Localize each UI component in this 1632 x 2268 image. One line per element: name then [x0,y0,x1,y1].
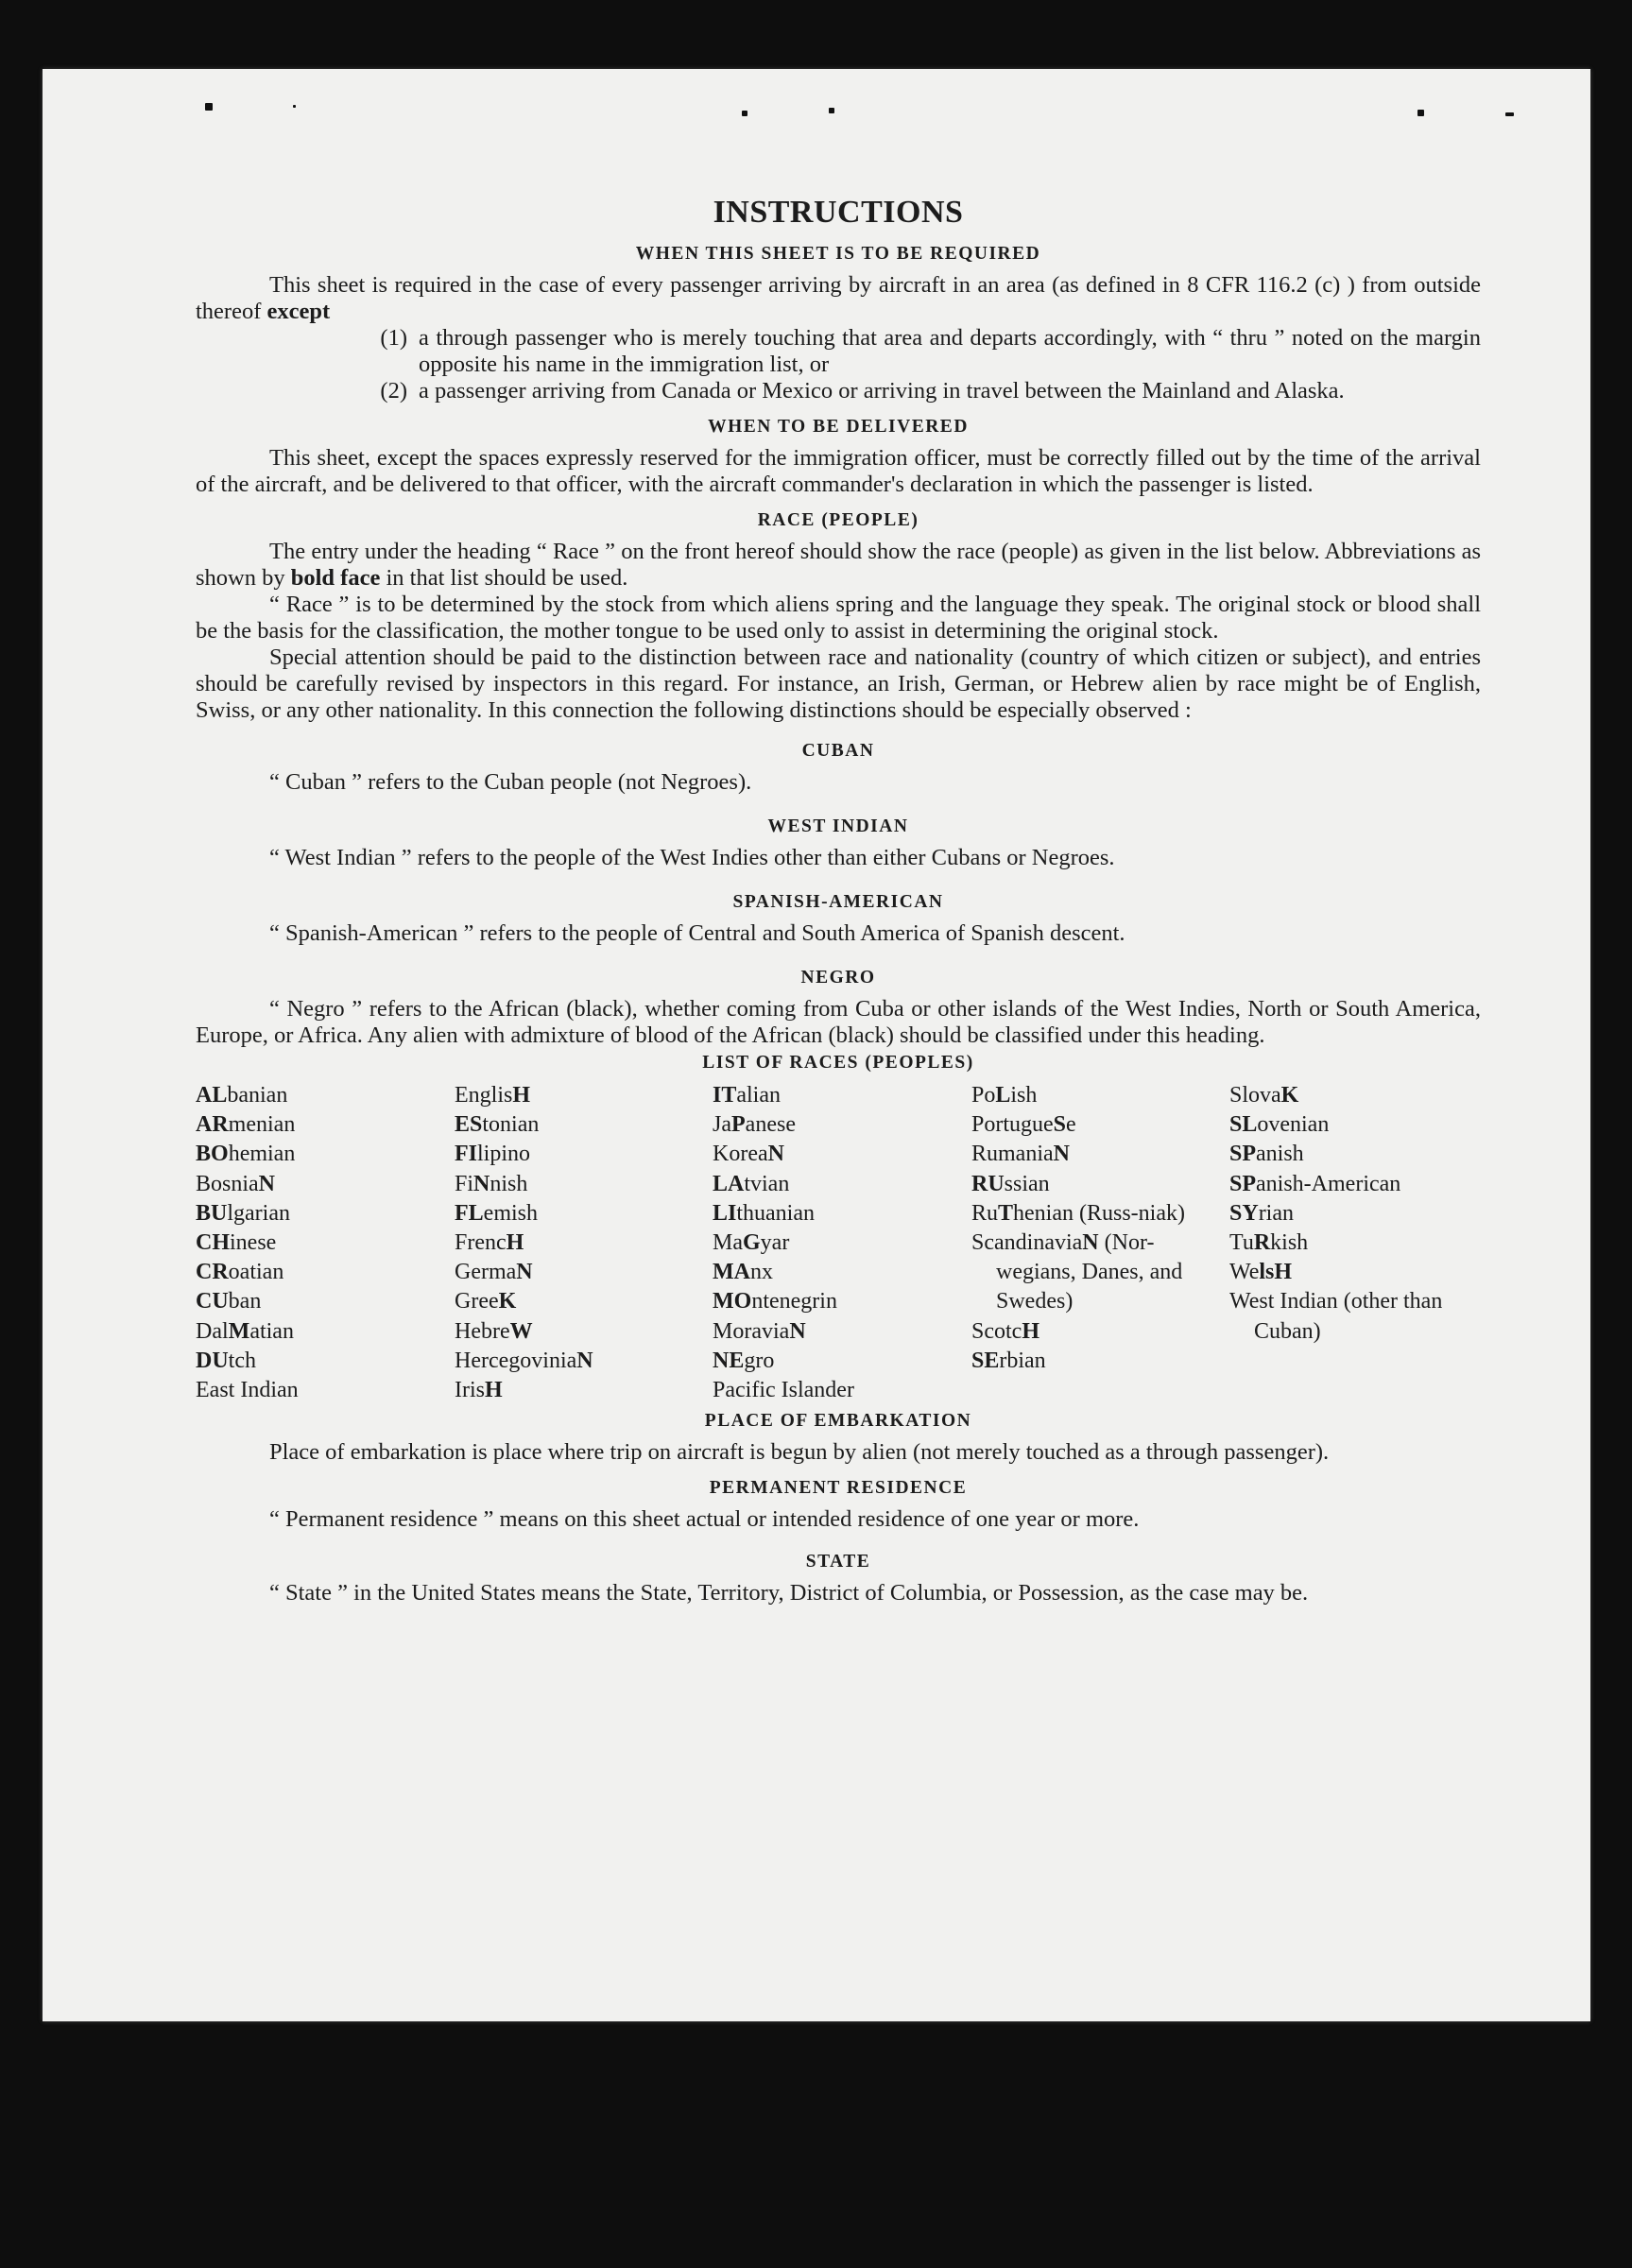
section-heading-race: RACE (PEOPLE) [757,510,919,530]
race-item: DalMatian [196,1318,294,1344]
required-intro: This sheet is required in the case of every passenger arriving by aircraft in an area (as defined in 8 CFR 116.2 (c) ) from outside thereof except [196,272,1481,324]
race-item: BOhemian [196,1142,296,1167]
race-item: NEgro [713,1348,775,1373]
section-heading-west-indian: WEST INDIAN [767,816,909,836]
race-item: GermaN [455,1260,533,1285]
race-item: TuRkish [1229,1230,1309,1256]
race-item: RumaniaN [971,1142,1070,1167]
punch-mark [205,103,213,111]
race-item: MoraviaN [713,1318,806,1344]
race-item: WelsH [1229,1260,1293,1285]
delivered-text: This sheet, except the spaces expressly reserved for the immigration officer, must be correctly filled out by the time of the arrival of the aircraft, and be delivered to that officer, with the aircraft commander's declaration in which the passenger is listed. [196,445,1481,497]
race-item: West Indian (other than Cuban) [1229,1289,1443,1344]
race-item: SLovenian [1229,1112,1330,1138]
race-item: ScotcH [971,1318,1039,1344]
race-item: FIlipino [455,1142,531,1167]
race-item: ITalian [713,1083,781,1108]
race-item: SYrian [1229,1200,1294,1226]
race-item: FLemish [455,1200,538,1226]
race-item: FiNnish [455,1171,528,1196]
race-item: EnglisH [455,1083,531,1108]
section-heading-delivered: WHEN TO BE DELIVERED [708,417,969,437]
race-column [971,1081,1229,1405]
race-item: RUssian [971,1171,1050,1196]
race-item: SPanish [1229,1142,1304,1167]
race-paragraph-2: “ Race ” is to be determined by the stock from which aliens spring and the language they speak. The original stock or blood shall be the basis for the classification, the mother tongue to be used only to assist in determining the original stock. [196,592,1481,644]
punch-mark [293,105,296,108]
race-item: HercegoviniaN [455,1348,593,1373]
race-item: IrisH [455,1378,503,1403]
required-item: (1) a through passenger who is merely touching that area and departs accordingly, with “ thru ” noted on the margin opposite his name in the immigration list, or [380,325,1481,377]
race-column [1229,1081,1481,1405]
punch-mark [1505,112,1514,116]
race-item: EStonian [455,1112,540,1138]
race-item: CUban [196,1289,262,1314]
spanish-american-text: “ Spanish-American ” refers to the people of Central and South America of Spanish descent. [269,920,1125,946]
section-heading-residence: PERMANENT RESIDENCE [709,1478,968,1499]
section-heading-cuban: CUBAN [801,741,875,761]
race-list [196,1081,1481,1405]
instructions-content [196,194,1481,1606]
race-item: JaPanese [713,1112,796,1138]
document-page [43,69,1590,2021]
race-column [196,1081,455,1405]
section-heading-required: WHEN THIS SHEET IS TO BE REQUIRED [635,244,1041,264]
page-title: INSTRUCTIONS [713,195,964,230]
race-item: SlovaK [1229,1083,1299,1108]
race-item: LAtvian [713,1171,790,1196]
cuban-text: “ Cuban ” refers to the Cuban people (not Negroes). [269,769,752,795]
race-item: KoreaN [713,1142,784,1167]
embarkation-text: Place of embarkation is place where trip on aircraft is begun by alien (not merely touched as a through passenger). [269,1439,1330,1466]
race-item: CRoatian [196,1260,284,1285]
race-item: PortugueSe [971,1112,1076,1138]
punch-mark [829,108,834,113]
race-item: LIthuanian [713,1200,815,1226]
section-heading-negro: NEGRO [800,968,876,988]
race-item: Pacific Islander [713,1378,854,1403]
section-heading-list: LIST OF RACES (PEOPLES) [702,1053,974,1073]
state-text: “ State ” in the United States means the State, Territory, District of Columbia, or Possession, as the case may be. [269,1580,1309,1606]
race-paragraph-1: The entry under the heading “ Race ” on the front hereof should show the race (people) as given in the list below. Abbreviations as shown by bold face in that list should be used. [196,539,1481,591]
punch-mark [1417,110,1424,116]
race-item: ALbanian [196,1083,288,1108]
race-item: HebreW [455,1318,533,1344]
residence-text: “ Permanent residence ” means on this sheet actual or intended residence of one year or more. [269,1506,1140,1533]
race-item: ARmenian [196,1112,296,1138]
race-item: MAnx [713,1260,773,1285]
race-item: RuThenian (Russ-niak) [971,1200,1185,1226]
section-heading-state: STATE [805,1552,871,1572]
race-item: SErbian [971,1348,1046,1373]
race-item: ScandinaviaN (Nor-wegians, Danes, and Swedes) [971,1230,1183,1314]
race-item: MOntenegrin [713,1289,837,1314]
race-item: CHinese [196,1230,277,1256]
section-heading-embarkation: PLACE OF EMBARKATION [704,1411,972,1432]
race-item: FrencH [455,1230,524,1256]
punch-mark [742,111,747,116]
negro-text: “ Negro ” refers to the African (black), whether coming from Cuba or other islands of the West Indies, North or South America, Europe, or Africa. Any alien with admixture of blood of the African (black) should be classified under this heading. [196,996,1481,1048]
race-item: East Indian [196,1378,299,1403]
race-column [713,1081,971,1405]
race-item: GreeK [455,1289,517,1314]
race-paragraph-3: Special attention should be paid to the distinction between race and nationality (country of which citizen or subject), and entries should be carefully revised by inspectors in this regard. For instance, an Irish, German, or Hebrew alien by race might be of English, Swiss, or any other nationality. In this connection the following distinctions should be especially observed : [196,644,1481,723]
race-item: PoLish [971,1083,1038,1108]
required-item: (2) a passenger arriving from Canada or Mexico or arriving in travel between the Mainland and Alaska. [380,378,1345,404]
section-heading-spanish-american: SPANISH-AMERICAN [732,892,944,912]
race-column [455,1081,713,1405]
race-item: MaGyar [713,1230,790,1256]
west-indian-text: “ West Indian ” refers to the people of the West Indies other than either Cubans or Negroes. [269,845,1115,870]
race-item: SPanish-American [1229,1171,1401,1196]
race-item: BUlgarian [196,1200,290,1226]
race-item: DUtch [196,1348,256,1373]
race-item: BosniaN [196,1171,276,1196]
